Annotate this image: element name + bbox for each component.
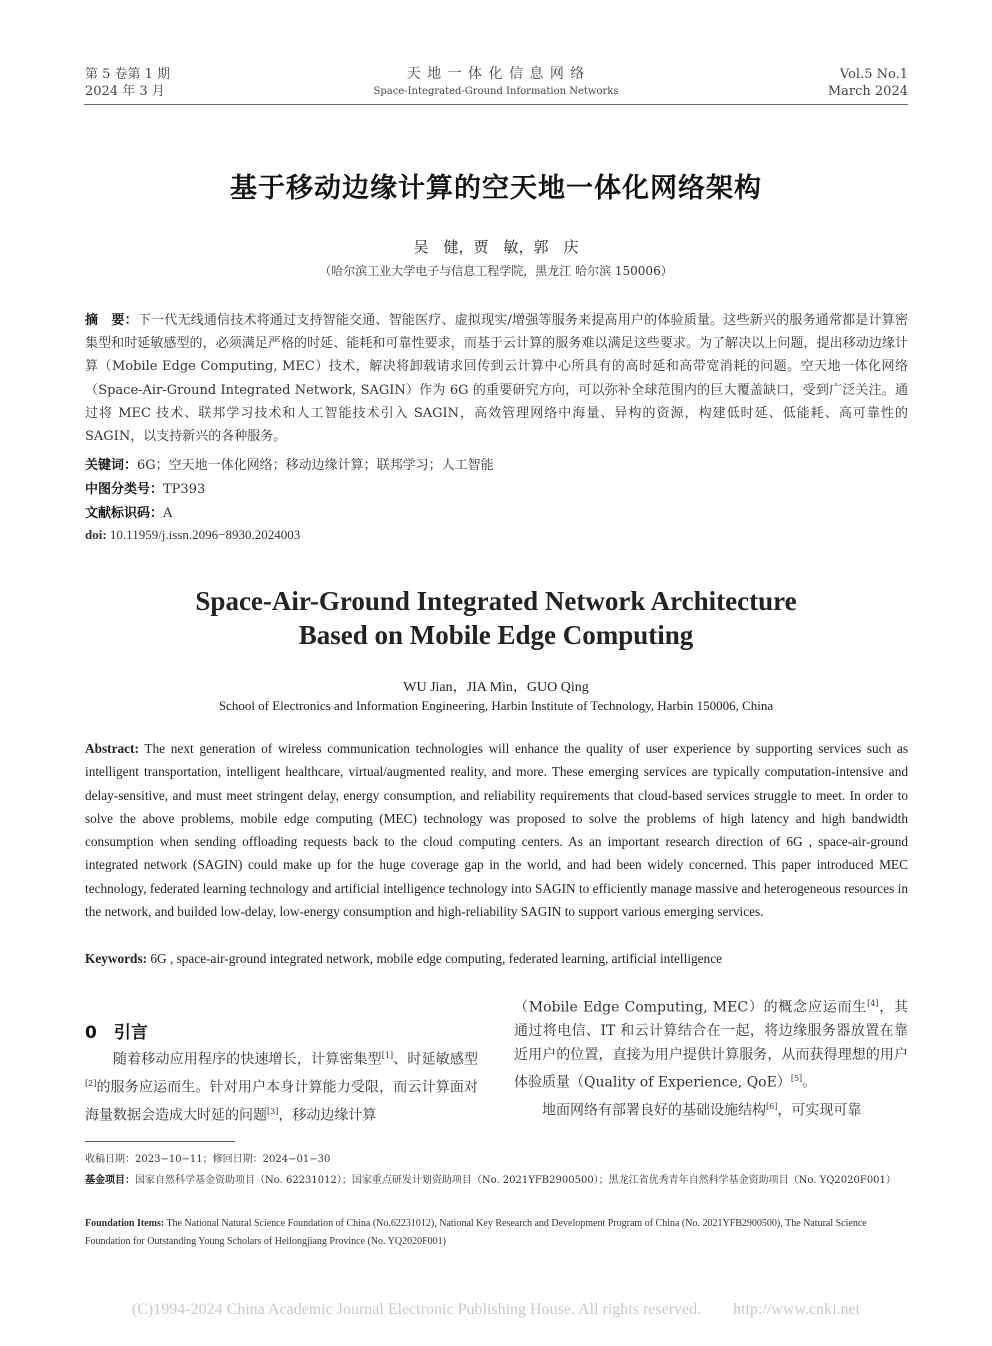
document-code <box>85 502 172 521</box>
citation-ref[interactable]: [6] <box>766 1102 778 1112</box>
body-text: 随着移动应用程序的快速增长，计算密集型 <box>113 1051 382 1068</box>
english-title <box>0 584 992 652</box>
body-text: ，其通过将电信、IT 和云计算结合在一起，将边缘服务器放置在靠近用户的位置，直接为用户提供计算服务，从而获得理想的用户体验质量（Quality of Experience, QoE） <box>514 999 908 1091</box>
doi <box>85 527 300 543</box>
issue-volume: 第 5 卷第 1 期 <box>85 67 171 82</box>
body-paragraph <box>514 992 908 1095</box>
citation-ref[interactable]: [5] <box>790 1074 803 1084</box>
clc-number <box>85 478 205 497</box>
english-authors: WU Jian，JIA Min，GUO Qing <box>403 680 589 695</box>
english-keywords <box>85 947 908 970</box>
journal-name-cn: 天 地 一 体 化 信 息 网 络 <box>406 66 586 82</box>
body-text: 、时延敏感型 <box>393 1051 479 1068</box>
section-heading-introduction: 0 引言 <box>85 1023 148 1043</box>
citation-ref[interactable]: [2] <box>85 1079 97 1089</box>
chinese-abstract-label: 摘 要： <box>85 313 138 328</box>
doi-value: 10.11959/j.issn.2096−8930.2024003 <box>106 527 301 542</box>
english-affiliation: School of Electronics and Information Engineering, Harbin Institute of Technology, Harbin 150006, China <box>218 698 774 713</box>
document-code-value: A <box>163 506 173 521</box>
header-rule <box>84 104 908 105</box>
issue-date: 2024 年 3 月 <box>85 84 165 99</box>
vol-no: Vol.5 No.1 <box>839 67 908 82</box>
issue-info <box>85 66 170 100</box>
chinese-abstract-text: 下一代无线通信技术将通过支持智能交通、智能医疗、虚拟现实/增强等服务来提高用户的体验质量。这些新兴的服务通常都是计算密集型和时延敏感型的，必须满足严格的时延、能耗和可靠性要求，而基于云计算的服务难以满足这些要求。为了解决以上问题，提出移动边缘计算（Mobile Edge Computing, MEC）技术，解决将卸载请求回传到云计算中心所具有的高时延和高带宽消耗的问题。空天地一体化网络（Space-Air-Ground Integrated Network, SAGIN）作为 6G 的重要研究方向，可以弥补全球范围内的巨大覆盖缺口，受到广泛关注。通过将 MEC 技术、联邦学习技术和人工智能技术引入 SAGIN，高效管理网络中海量、异构的资源，构建低时延、低能耗、高可靠性的 SAGIN，以支持新兴的各种服务。 <box>85 313 908 445</box>
body-text: 地面网络有部署良好的基础设施结构 <box>542 1102 766 1119</box>
english-title-line1: Space-Air-Ground Integrated Network Architecture <box>195 586 797 616</box>
body-right-column <box>514 992 908 1123</box>
issue-info-en <box>828 66 908 100</box>
body-text: 的服务应运而生。针对用户本身计算能力受限，而云计算面对海量数据会造成大时延的问题 <box>85 1079 478 1124</box>
copyright-watermark: (C)1994-2024 China Academic Journal Electronic Publishing House. All rights reserved. http://www.cnki.net <box>131 1301 861 1318</box>
funding-label: 基金项目： <box>85 1175 135 1186</box>
english-keywords-label: Keywords: <box>85 951 148 966</box>
chinese-authors: 吴 健，贾 敏，郭 庆 <box>413 238 579 256</box>
keywords-label: 关键词： <box>85 458 138 473</box>
english-title-line2: Based on Mobile Edge Computing <box>298 620 694 650</box>
footnote-rule <box>85 1141 235 1142</box>
funding-text: 国家自然科学基金资助项目（No. 62231012）；国家重点研发计划资助项目（No. 2021YFB2900500）；黑龙江省优秀青年自然科学基金资助项目（No. YQ2020F001） <box>135 1175 896 1186</box>
funding-en-text: The National Natural Science Foundation of China (No.62231012), National Key Research and Development Program of China (No. 2021YFB2900500), The Natural Science Foundation for Outstanding Young Scholars of Heilongjiang Province (No. YQ2020F001) <box>85 1218 867 1247</box>
citation-ref[interactable]: [4] <box>867 999 879 1008</box>
chinese-affiliation: （哈尔滨工业大学电子与信息工程学院，黑龙江 哈尔滨 150006） <box>319 264 673 278</box>
doi-label: doi: <box>85 527 107 542</box>
chinese-keywords <box>85 454 494 473</box>
journal-name <box>300 66 692 100</box>
footnote-funding-en <box>85 1215 908 1251</box>
english-keywords-text: 6G , space-air-ground integrated network, mobile edge computing, federated learning, artificial intelligence <box>147 951 723 966</box>
body-paragraph <box>514 1095 908 1123</box>
body-text: ，可实现可靠 <box>777 1102 862 1119</box>
clc-value: TP393 <box>163 482 206 497</box>
keywords-text: 6G；空天地一体化网络；移动边缘计算；联邦学习；人工智能 <box>137 458 494 473</box>
footnote-funding <box>85 1172 908 1190</box>
funding-en-label: Foundation Items: <box>85 1218 165 1229</box>
journal-name-en: Space-Integrated-Ground Information Networks <box>373 86 619 97</box>
body-text: 。 <box>802 1074 817 1091</box>
citation-ref[interactable]: [3] <box>267 1107 279 1117</box>
citation-ref[interactable]: [1] <box>381 1051 394 1060</box>
document-code-label: 文献标识码： <box>85 506 164 521</box>
chinese-title: 基于移动边缘计算的空天地一体化网络架构 <box>230 173 762 204</box>
body-text: （Mobile Edge Computing, MEC）的概念应运而生 <box>514 999 868 1016</box>
footnote-received: 收稿日期：2023−10−11；修回日期：2024−01−30 <box>85 1154 331 1165</box>
english-abstract-text: The next generation of wireless communication technologies will enhance the quality of user experience by supporting services such as intelligent transportation, intelligent healthcare, virtual/augmented reality, and more. These emerging services are typically computation-intensive and delay-sensitive, and must meet stringent delay, energy consumption, and reliability requirements that cloud-based services struggle to meet. In order to solve the above problems, mobile edge computing (MEC) technology was proposed to solve the problems of high latency and high bandwidth consumption when sending offloading requests back to the cloud computing centers. As an important research direction of 6G , space-air-ground integrated network (SAGIN) could make up for the huge coverage gap in the world, and had been widely concerned. This paper introduced MEC technology, federated learning technology and artificial intelligence technology into SAGIN to efficiently manage massive and heterogeneous resources in the network, and builded low-delay, low-energy consumption and high-reliability SAGIN to support various emerging services. <box>85 741 908 920</box>
english-abstract <box>85 737 908 923</box>
chinese-abstract <box>85 309 908 448</box>
clc-label: 中图分类号： <box>85 482 164 497</box>
body-left-column <box>85 1044 478 1128</box>
month-year: March 2024 <box>827 84 908 99</box>
english-abstract-label: Abstract: <box>85 741 139 756</box>
body-text: ，移动边缘计算 <box>278 1107 377 1124</box>
